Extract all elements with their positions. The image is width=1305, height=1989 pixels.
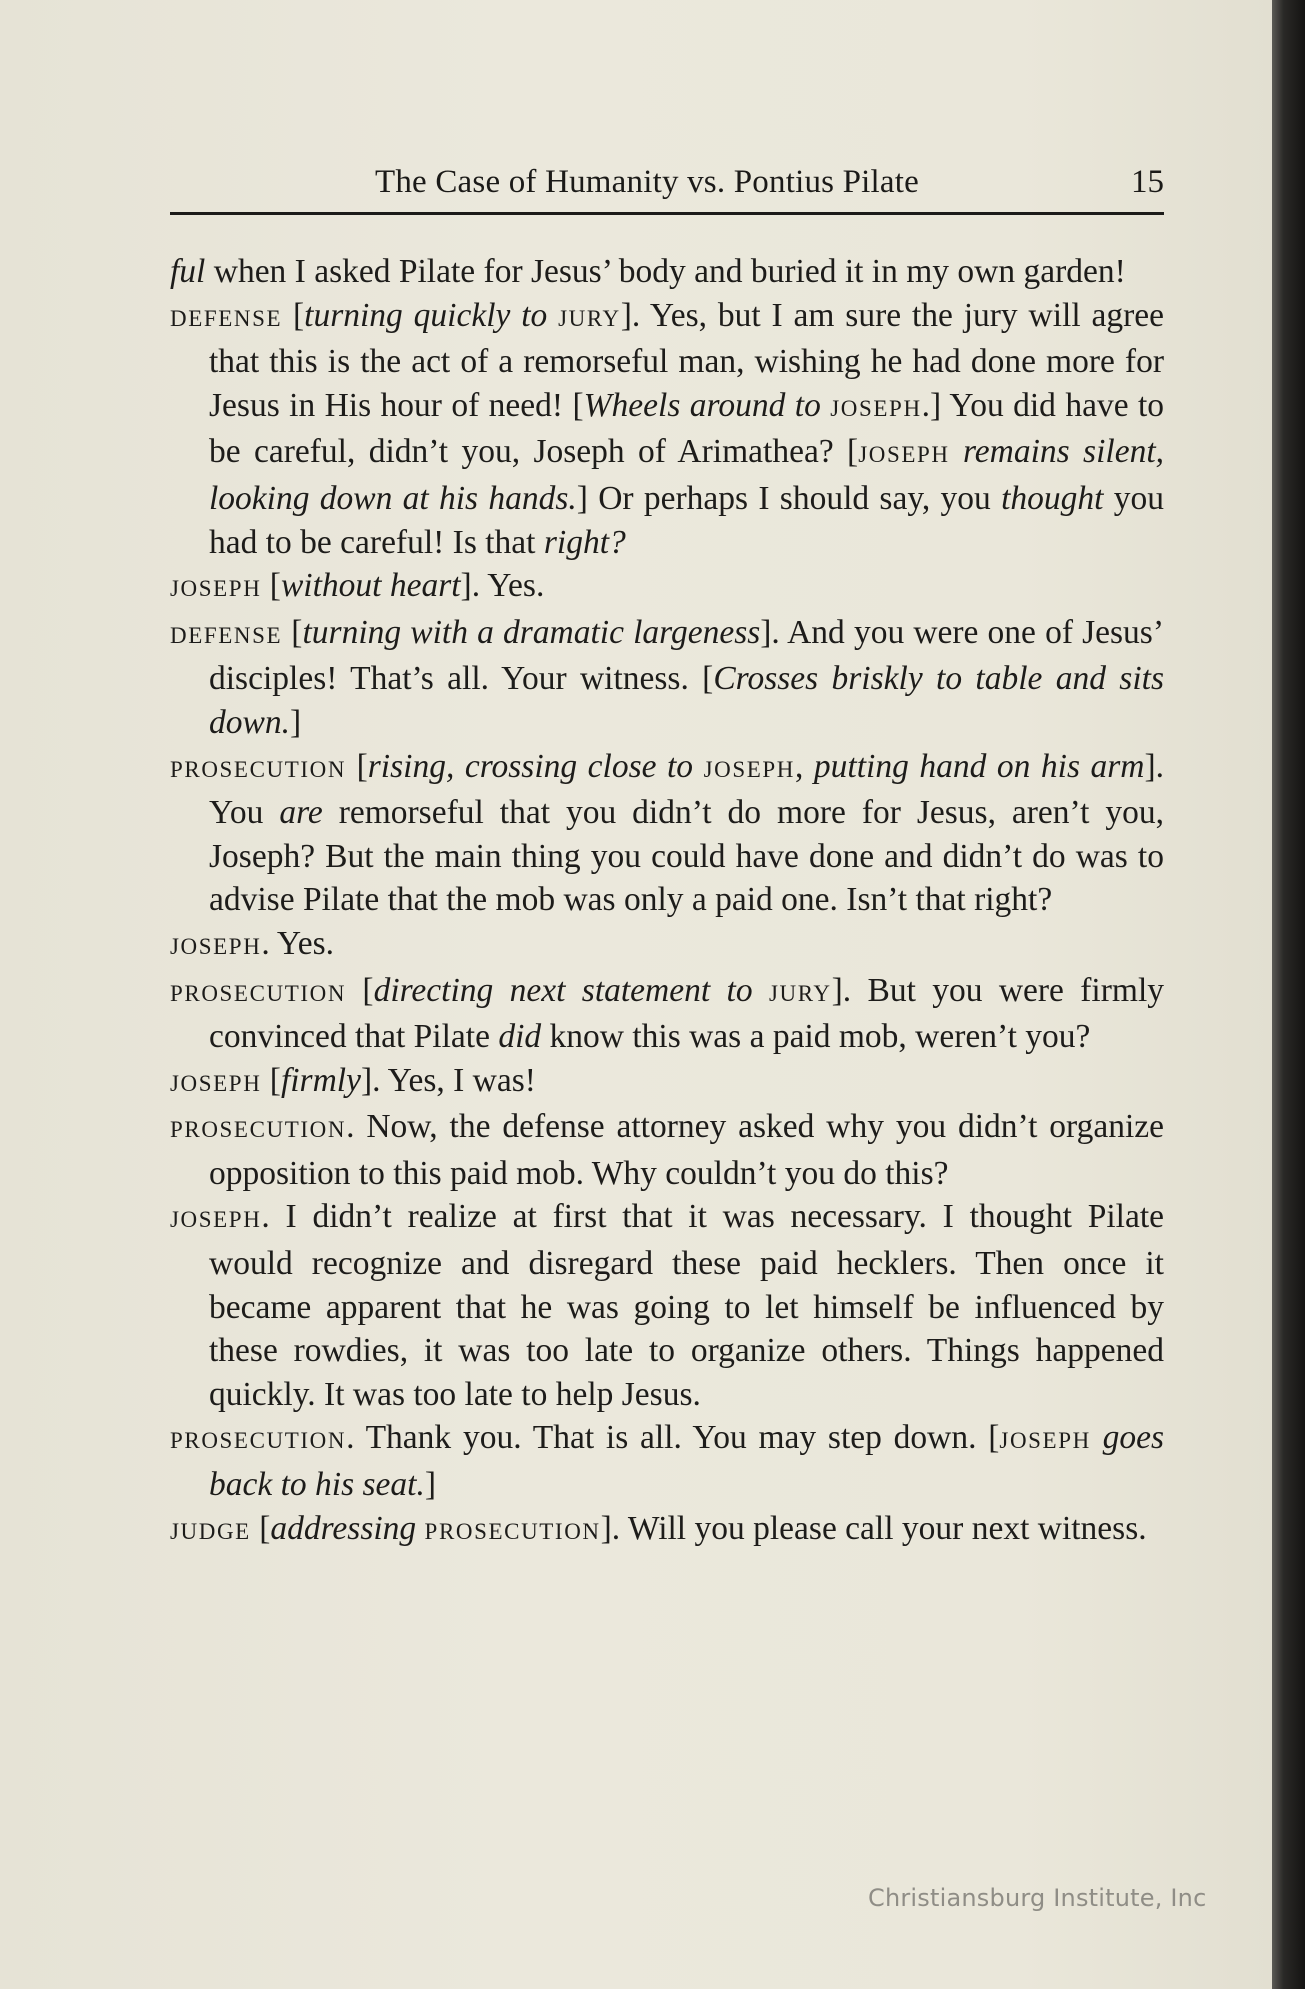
character-name: JOSEPH [999,1428,1091,1454]
running-title: The Case of Humanity vs. Pontius Pilate [374,164,919,200]
dialogue-paragraph [170,1059,1164,1106]
dialogue-text: [ [346,747,368,785]
dialogue-text: [ [261,567,281,605]
body-text [170,250,1164,1553]
stage-direction: firmly [280,1061,361,1099]
dialogue-text: . I didn’t realize at first that it was necessary. I thought Pilate would recognize and disregard these paid hecklers. Then once it became apparent that he was going to let himself be influenced by these rowdies, it was too late to organize others. Things happened quickly. It was too late to help Jesus. [209,1198,1164,1413]
stage-direction: addressing [270,1509,417,1547]
dialogue-text: . Now, the defense attorney asked why you didn’t organize opposition to this paid mob. Why couldn’t you do this? [209,1108,1164,1192]
character-name: JOSEPH [703,756,795,782]
dialogue-text: you had to be careful! Is that [209,479,1165,561]
page-number: 15 [1131,164,1164,200]
stage-direction: are [279,794,323,832]
watermark: Christiansburg Institute, Inc [868,1884,1207,1912]
dialogue-text [547,297,558,334]
dialogue-text: [ [250,1509,271,1547]
dialogue-text: [ [282,296,305,334]
speaker-name: JOSEPH [170,1070,262,1096]
dialogue-paragraph [170,294,1164,565]
dialogue-paragraph [170,922,1164,969]
speaker-name: PROSECUTION [170,1428,347,1454]
stage-direction: turning with a dramatic largeness [302,613,761,651]
dialogue-text: ]. You [209,747,1165,832]
stage-direction: goes back to his seat. [209,1419,1164,1504]
dialogue-text: when I asked Pilate for Jesus’ body and buried it in my own garden! [205,253,1126,290]
stage-direction: ful [170,253,206,290]
dialogue-text: ]. And you were one of Jesus’ disciples! That’s all. Your witness. [ [209,613,1165,698]
character-name: JOSEPH [830,395,922,421]
dialogue-paragraph [170,564,1164,611]
character-name: JOSEPH [858,442,950,468]
dialogue-text: . Thank you. That is all. You may step down. [ [346,1419,1000,1457]
stage-direction: rising, crossing close to [367,747,694,785]
dialogue-text: ] [424,1466,437,1504]
speaker-name: JOSEPH [170,1207,262,1233]
dialogue-text: ]. Yes, but I am sure the jury will agree that this is the act of a remorseful man, wishing he had done more for Jesus in His hour of need! [ [209,296,1164,424]
dialogue-text: ] [289,703,302,741]
dialogue-paragraph [170,969,1164,1059]
background-edge [1272,0,1305,1989]
stage-direction: putting hand on his arm [813,747,1145,785]
speaker-name: PROSECUTION [170,980,347,1006]
speaker-name: JUDGE [170,1518,251,1544]
dialogue-text: . Yes. [261,924,335,962]
speaker-name: JOSEPH [170,576,262,602]
dialogue-paragraph [170,1507,1164,1554]
dialogue-paragraph [170,1105,1164,1195]
dialogue-paragraph [170,611,1164,745]
character-name: PROSECUTION [424,1518,601,1544]
stage-direction: did [498,1018,542,1056]
character-name: JURY [558,305,621,331]
character-name: JURY [768,980,832,1006]
speaker-name: PROSECUTION [170,756,347,782]
stage-direction: without heart [280,567,461,605]
dialogue-text: ] Or perhaps I should say, you [576,479,1002,517]
dialogue-text [821,387,830,424]
dialogue-paragraph [170,1416,1164,1506]
stage-direction: Wheels around to [583,386,821,424]
stage-direction: directing next statement to [373,971,753,1009]
dialogue-text: [ [282,613,303,651]
page-header [170,164,1164,215]
dialogue-text: ]. Yes, I was! [360,1061,536,1099]
stage-direction: turning quickly to [304,296,548,334]
dialogue-text: know this was a paid mob, weren’t you? [541,1018,1091,1056]
dialogue-text: .] You did have to be careful, didn’t you, Joseph of Arimathea? [ [209,386,1165,471]
stage-direction: Crosses briskly to table and sits down. [209,660,1164,741]
speaker-name: PROSECUTION [170,1117,347,1143]
dialogue-text [693,748,704,785]
dialogue-text [950,433,963,470]
dialogue-text: [ [261,1061,281,1099]
dialogue-paragraph [170,250,1164,294]
speaker-name: DEFENSE [170,622,283,648]
dialogue-text: , [795,747,814,785]
dialogue-text: ]. Will you please call your next witness. [600,1509,1147,1547]
dialogue-text [416,1510,424,1547]
dialogue-paragraph [170,1195,1164,1416]
dialogue-text: [ [346,971,374,1009]
speaker-name: DEFENSE [170,305,283,331]
dialogue-text: ]. But you were firmly convinced that Pilate [209,971,1164,1056]
dialogue-paragraph [170,745,1164,922]
stage-direction: right? [543,523,626,561]
dialogue-text: remorseful that you didn’t do more for Jesus, aren’t you, Joseph? But the main thing you could have done and didn’t do was to advise Pilate that the mob was only a paid one. Isn’t that right? [209,794,1164,919]
speaker-name: JOSEPH [170,933,262,959]
dialogue-text [753,972,769,1009]
stage-direction: thought [1001,479,1104,517]
stage-direction: remains silent, looking down at his hands. [209,433,1164,517]
dialogue-text: ]. Yes. [460,567,545,605]
dialogue-text [1091,1419,1103,1456]
